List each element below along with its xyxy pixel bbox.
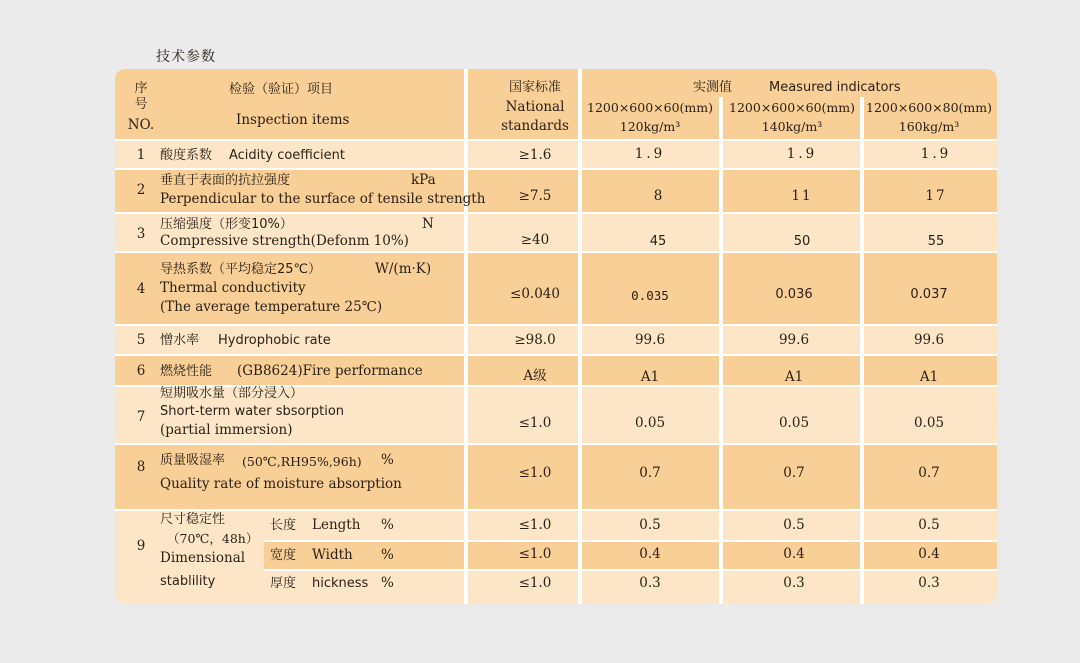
row-unit: W/(m·K)	[375, 261, 432, 277]
header-item-en: Inspection items	[236, 112, 350, 128]
row-value-2: 50	[793, 234, 811, 249]
sub-value-1: 0.4	[639, 546, 661, 562]
row-number: 7	[136, 409, 146, 425]
row-value-3: 17	[925, 188, 947, 204]
row-value-1: 0.035	[631, 288, 669, 303]
sub-label-en: Width	[312, 547, 353, 563]
row-number: 6	[136, 363, 146, 379]
sub-value-2: 0.3	[783, 575, 805, 591]
header-no-zh: 序号	[134, 81, 148, 112]
row-label-en: Thermal conductivity	[160, 280, 306, 296]
row-label-en: (GB8624)Fire performance	[237, 363, 423, 379]
sub-label-zh: 宽度	[270, 548, 297, 563]
header-standard-en-2: standards	[501, 118, 569, 134]
header-measured-zh: 实测值	[693, 80, 733, 95]
row-unit: %	[381, 452, 394, 468]
row-number: 9	[136, 538, 146, 554]
row-standard: ≥7.5	[518, 188, 552, 204]
row-value-3: 0.05	[913, 415, 945, 431]
header-measured-en: Measured indicators	[769, 80, 901, 95]
row-number: 4	[136, 281, 146, 297]
row-label-zh: 憎水率	[160, 333, 200, 348]
row-value-3: A1	[919, 369, 939, 385]
row-condition: (50℃,RH95%,96h)	[242, 454, 362, 469]
row-standard: ≤1.0	[518, 465, 552, 481]
row-value-1: 8	[653, 188, 663, 204]
row-label-en: Dimensional	[160, 550, 246, 566]
row-value-1: A1	[640, 369, 660, 385]
row-standard: ≤1.0	[518, 415, 552, 431]
header-item-zh: 检验（验证）项目	[229, 82, 334, 97]
row-value-1: 0.05	[634, 415, 666, 431]
sub-label-en: hickness	[312, 576, 369, 591]
row-standard: A级	[523, 368, 547, 384]
row-value-2: 0.7	[783, 465, 805, 481]
row-label-en: Short-term water sbsorption	[160, 404, 345, 419]
row-value-1: 0.7	[639, 465, 661, 481]
row-label-en: Quality rate of moisture absorption	[160, 476, 402, 492]
row-value-3: 1.9	[920, 146, 952, 162]
sub-unit: %	[381, 547, 394, 563]
header-no-en: NO.	[127, 117, 155, 133]
row-label-en: Perpendicular to the surface of tensile strength	[160, 191, 486, 207]
header-spec2-density: 140kg/m³	[761, 119, 823, 134]
row-condition: （70℃，48h）	[167, 531, 259, 546]
row-number: 2	[136, 182, 146, 198]
sub-unit: %	[381, 517, 394, 533]
sub-value-3: 0.4	[918, 546, 940, 562]
header-spec1-size: 1200×600×60(mm)	[587, 100, 713, 115]
header-spec3-size: 1200×600×80(mm)	[866, 100, 992, 115]
page-title: 技术参数	[156, 49, 216, 65]
row-value-3: 55	[927, 234, 945, 249]
row-standard: ≤0.040	[510, 286, 560, 302]
specs-table	[115, 69, 997, 604]
row-label-en-2: (partial immersion)	[160, 422, 293, 438]
header-spec2-size: 1200×600×60(mm)	[729, 100, 855, 115]
header-standard-en-1: National	[505, 99, 565, 115]
sub-label-zh: 厚度	[270, 576, 297, 591]
sub-label-en: Length	[312, 517, 361, 533]
sub-standard: ≤1.0	[518, 546, 552, 562]
row-unit: N	[422, 216, 434, 232]
row-value-1: 45	[649, 234, 667, 249]
row-value-1: 99.6	[634, 332, 666, 348]
row-label-en: Hydrophobic rate	[218, 333, 331, 348]
row-label-zh: 酸度系数	[160, 148, 213, 163]
row-value-2: A1	[784, 369, 804, 385]
row-label-en-2: (The average temperature 25℃)	[160, 299, 383, 315]
sub-standard: ≤1.0	[518, 575, 552, 591]
sub-value-2: 0.4	[783, 546, 805, 562]
row-label-zh: 质量吸湿率	[160, 453, 226, 468]
row-label-en: Compressive strength(Defonm 10%)	[160, 233, 409, 249]
header-standard-zh: 国家标准	[508, 80, 562, 95]
row-value-2: 0.05	[778, 415, 810, 431]
sub-value-2: 0.5	[783, 517, 805, 533]
sub-label-zh: 长度	[270, 518, 297, 533]
sub-value-1: 0.5	[639, 517, 661, 533]
sub-unit: %	[381, 575, 394, 591]
row-label-zh: 压缩强度（形变10%）	[160, 217, 293, 232]
row-value-2: 1.9	[786, 146, 818, 162]
row-value-2: 99.6	[778, 332, 810, 348]
header-spec1-density: 120kg/m³	[619, 119, 681, 134]
row-label-zh: 导热系数（平均稳定25℃）	[160, 262, 322, 277]
sub-value-3: 0.3	[918, 575, 940, 591]
row-value-3: 99.6	[913, 332, 945, 348]
row-value-2: 0.036	[775, 287, 813, 302]
row-value-3: 0.7	[918, 465, 940, 481]
row-number: 3	[136, 226, 146, 242]
row-value-2: 11	[791, 188, 813, 204]
row-unit: kPa	[411, 172, 436, 188]
row-label-zh: 短期吸水量（部分浸入）	[160, 386, 304, 401]
row-label-zh: 垂直于表面的抗拉强度	[160, 173, 291, 188]
row-standard: ≥98.0	[514, 332, 556, 348]
row-label-zh: 燃烧性能	[160, 364, 213, 379]
row-value-1: 1.9	[634, 146, 666, 162]
row-label-en-2: stablility	[160, 574, 216, 589]
sub-value-3: 0.5	[918, 517, 940, 533]
row-number: 1	[136, 147, 146, 163]
row-standard: ≥40	[520, 232, 550, 248]
row-label-zh: 尺寸稳定性	[160, 512, 226, 527]
row-label-en: Acidity coefficient	[229, 148, 345, 163]
sub-standard: ≤1.0	[518, 517, 552, 533]
row-standard: ≥1.6	[518, 147, 552, 163]
row-number: 5	[136, 332, 146, 348]
row-value-3: 0.037	[910, 287, 948, 302]
row-number: 8	[136, 459, 146, 475]
header-spec3-density: 160kg/m³	[898, 119, 960, 134]
sub-value-1: 0.3	[639, 575, 661, 591]
